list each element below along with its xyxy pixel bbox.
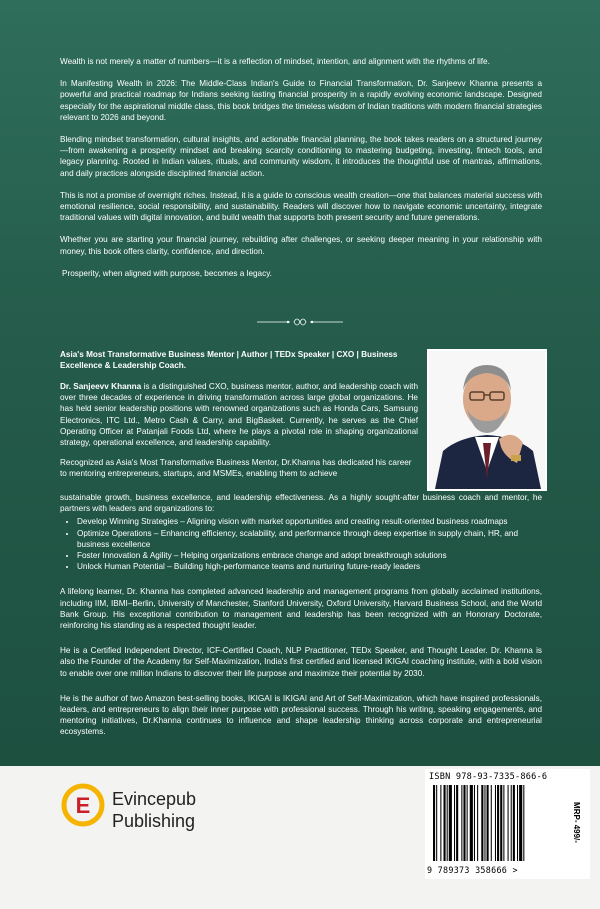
blurb-paragraph: This is not a promise of overnight riches. Instead, it is a guide to conscious wealth creation—one that balances material success with emotional resilience, social responsibility, and sustainability. Readers will discover how to navigate economic uncertainty, integrate traditional values with digital innovation, and build wealth that supports both present security and future generations. [60,190,542,223]
divider-ornament-icon [257,317,343,327]
author-headline: Asia's Most Transformative Business Mentor | Author | TEDx Speaker | CXO | Business Excellence & Leadership Coach. [60,350,398,371]
logo-letter: E [75,793,91,818]
blurb-paragraph: Wealth is not merely a matter of numbers—it is a reflection of mindset, intention, and alignment with the rhythms of life. [60,57,490,66]
publisher-name-line2: Publishing [112,811,196,831]
publisher-name-line1: Evincepub [112,789,197,809]
author-intro [60,381,418,489]
learner-paragraph: A lifelong learner, Dr. Khanna has completed advanced leadership and management programs from globally acclaimed institutions, including IIM, IBMI–Berlin, University of Manchester, Stanford University, Oxford University, Harvard Business School, and the World Bank Group. His exceptional contribution to management and leadership has been recognized with an Honorary Doctorate, reinforcing his standing as a respected thought leader. [60,587,542,631]
certified-paragraph: He is a Certified Independent Director, ICF-Certified Coach, NLP Practitioner, TEDx Speaker, and Thought Leader. Dr. Khanna is also the Founder of the Academy for Self-Maximization, India's first certified and licensed IKIGAI coaching institute, with a bold vision to enable over one million Indians to discover their life purpose and maximize their potential by 2030. [60,646,542,678]
author-intro-paragraph [60,381,418,448]
blurb-paragraph: In Manifesting Wealth in 2026: The Middle-Class Indian's Guide to Financial Transformation, Dr. Sanjeevv Khanna presents a powerful and practical roadmap for Indians seeking lasting financial prosperity in a rapidly evolving economic landscape. Designed especially for the aspirational middle class, this book bridges the timeless wisdom of Indian traditions with modern financial strategies relevant to 2026 and beyond. [60,79,542,122]
author-bio-main [60,492,542,748]
recognized-continued: sustainable growth, business excellence, and leadership effectiveness. As a highly sought-after business coach and mentor, he partners with leaders and organizations to: [60,493,542,514]
author-books-paragraph: He is the author of two Amazon best-selling books, IKIGAI is IKIGAI and Art of Self-Maximization, which have inspired professionals, leaders, and entrepreneurs to align their inner purpose with professional success. Through his writing, speaking engagements, and mentoring initiatives, Dr.Khanna continues to influence and shape leadership thinking across corporate and entrepreneurial ecosystems. [60,693,542,737]
author-photo [427,349,547,491]
isbn-digits: 9 789373 358666 > [427,865,518,875]
blurb-paragraph: Blending mindset transformation, cultural insights, and actionable financial planning, the book takes readers on a structured journey—from awakening a prosperity mindset and breaking scarcity conditioning to mastering budgeting, investing, fintech tools, and legacy planning. Rooted in Indian values, rituals, and community wisdom, it introduces the thoughtful use of mantras, affirmations, and daily practices alongside disciplined financial action. [60,135,542,178]
list-item: • Develop Winning Strategies – Aligning vision with market opportunities and creating result-oriented business roadmaps [77,516,542,527]
blurb-closing-line: Prosperity, when aligned with purpose, becomes a legacy. [62,268,272,278]
bullet-list [60,516,542,572]
barcode-icon [431,785,567,861]
list-item: • Foster Innovation & Agility – Helping organizations embrace change and adopt breakthrough solutions [77,550,542,561]
author-intro-text: is a distinguished CXO, business mentor, author, and leadership coach with over three decades of experience in driving transformation across large global organizations. He has held senior leadership positions with renowned organizations such as Honda Cars, Samsung Electronics, ITC Ltd., Metro Cash & Carry, and BigBasket. Currently, he serves as the Chief Operating Officer at Patanjali Foods Ltd, where he plays a pivotal role in shaping organizational strategy, operational excellence, and leadership capability. [60,382,418,448]
publisher-logo-icon [60,782,106,828]
price-label: MRP- 499/- [571,802,581,843]
list-item: • Optimize Operations – Enhancing efficiency, scalability, and performance through deep expertise in supply chain, HR, and business excellence [77,528,542,550]
author-name: Dr. Sanjeevv Khanna [60,382,142,391]
isbn-label: ISBN 978-93-7335-866-6 [429,772,548,782]
recognized-paragraph: Recognized as Asia's Most Transformative Business Mentor, Dr.Khanna has dedicated his career to mentoring entrepreneurs, startups, and MSMEs, enabling them to achieve [60,458,412,479]
book-blurb [60,56,542,290]
blurb-paragraph: Whether you are starting your financial journey, rebuilding after challenges, or seeking deeper meaning in your relationship with money, this book offers clarity, confidence, and direction. [60,235,542,256]
list-item: • Unlock Human Potential – Building high-performance teams and nurturing future-ready leaders [77,561,542,572]
